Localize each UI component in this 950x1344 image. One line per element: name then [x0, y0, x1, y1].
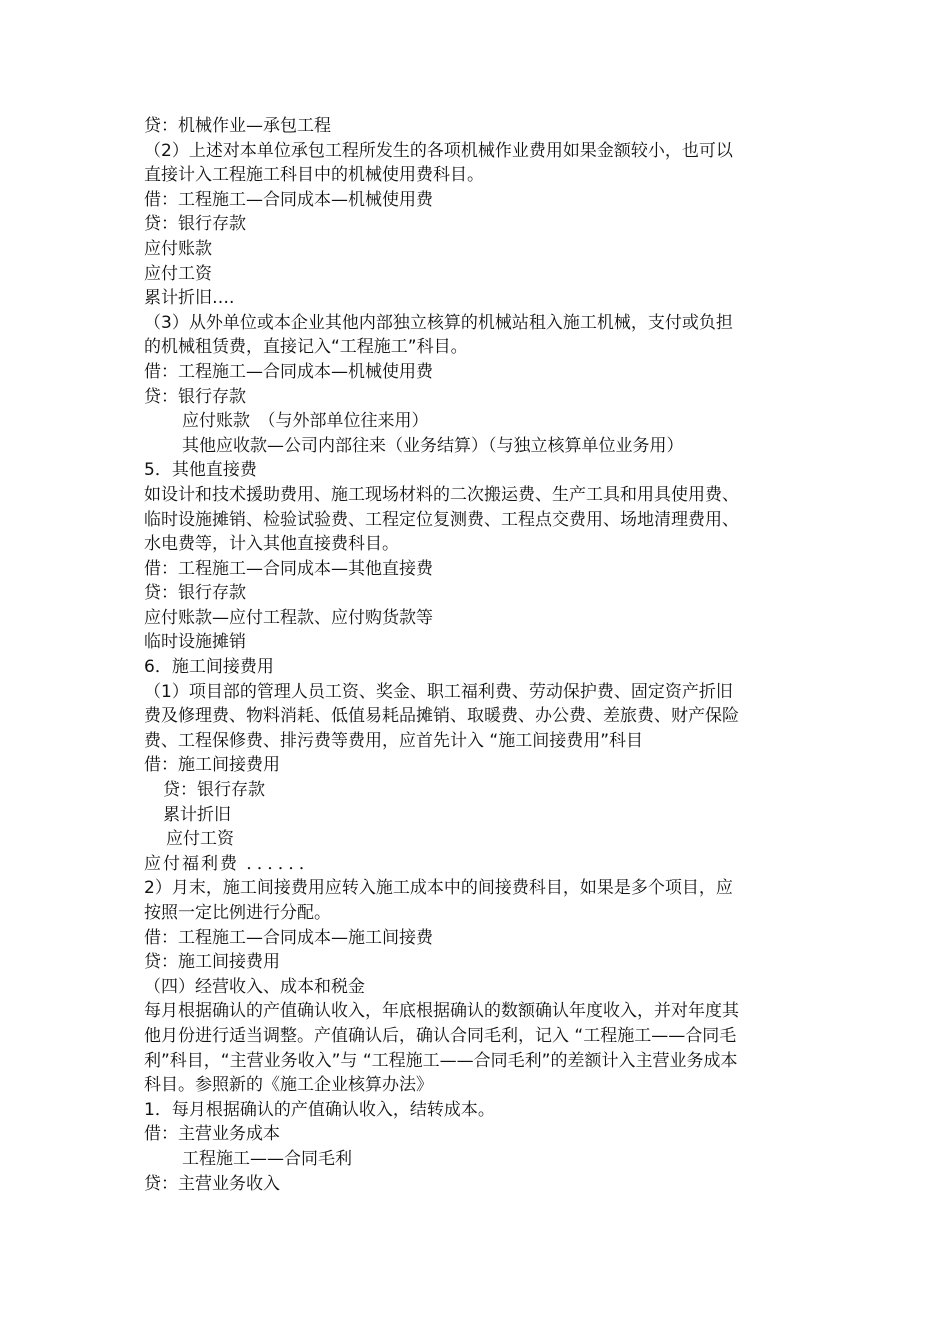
text-line: 借：工程施工—合同成本—机械使用费 [144, 189, 433, 210]
text-line: 应付福利费 ．．．．．． [144, 853, 318, 874]
text-line: 直接计入工程施工科目中的机械使用费科目。 [144, 165, 484, 186]
text-line: 贷：银行存款 [144, 386, 246, 407]
text-line: 费及修理费、物料消耗、低值易耗品摊销、取暖费、办公费、差旅费、财产保险 [144, 706, 739, 727]
text-line: 按照一定比例进行分配。 [144, 903, 331, 923]
document-body [144, 114, 814, 1196]
text-line: 借：工程施工—合同成本—机械使用费 [144, 361, 433, 382]
text-line: 应付工资 [166, 829, 234, 850]
text-line: 借：工程施工—合同成本—施工间接费 [144, 927, 433, 948]
text-line: 应付账款—应付工程款、应付购货款等 [144, 607, 433, 628]
text-line: 借：施工间接费用 [144, 755, 280, 776]
text-line: （2）上述对本单位承包工程所发生的各项机械作业费用如果金额较小，也可以 [144, 140, 733, 161]
text-line: 借：主营业务成本 [144, 1124, 280, 1145]
section-heading: （四）经营收入、成本和税金 [144, 976, 365, 997]
text-line: 贷：施工间接费用 [144, 952, 280, 973]
text-line: 其他应收款—公司内部往来（业务结算）（与独立核算单位业务用） [182, 435, 684, 456]
text-line: 累计折旧…. [144, 288, 235, 309]
text-line: 科目。参照新的《施工企业核算办法》 [144, 1075, 433, 1096]
section-heading: 5．其他直接费 [144, 460, 257, 481]
text-line: 如设计和技术援助费用、施工现场材料的二次搬运费、生产工具和用具使用费、 [144, 484, 739, 505]
text-line: 水电费等，计入其他直接费科目。 [144, 534, 399, 555]
text-line: 临时设施摊销、检验试验费、工程定位复测费、工程点交费用、场地清理费用、 [144, 509, 739, 530]
text-line: 临时设施摊销 [144, 632, 246, 653]
text-line: 2）月末，施工间接费用应转入施工成本中的间接费科目，如果是多个项目，应 [144, 878, 733, 899]
text-line: 利”科目，“主营业务收入”与 “工程施工——合同毛利”的差额计入主营业务成本 [144, 1050, 738, 1071]
text-line: 费、工程保修费、排污费等费用，应首先计入 “施工间接费用”科目 [144, 730, 644, 751]
text-line: 贷：主营业务收入 [144, 1173, 280, 1194]
text-line: 贷：银行存款 [144, 583, 246, 604]
text-line: 贷：银行存款 [163, 780, 265, 801]
text-line: 的机械租赁费，直接记入“工程施工”科目。 [144, 337, 468, 358]
text-line: 1．每月根据确认的产值确认收入，结转成本。 [144, 1099, 495, 1120]
text-line: 他月份进行适当调整。产值确认后，确认合同毛利，记入 “工程施工——合同毛 [144, 1025, 737, 1046]
text-line: 累计折旧 [163, 804, 231, 825]
text-line: 应付工资 [144, 263, 212, 284]
section-heading: 6．施工间接费用 [144, 657, 274, 678]
text-line: 应付账款 [144, 238, 212, 259]
text-line: 每月根据确认的产值确认收入，年底根据确认的数额确认年度收入，并对年度其 [144, 1001, 739, 1022]
text-line: 借：工程施工—合同成本—其他直接费 [144, 558, 433, 579]
text-line: 贷：机械作业—承包工程 [144, 116, 331, 136]
text-line: 工程施工——合同毛利 [182, 1148, 352, 1169]
text-line: 贷：银行存款 [144, 214, 246, 235]
text-line: （3）从外单位或本企业其他内部独立核算的机械站租入施工机械，支付或负担 [144, 312, 733, 333]
text-line: 应付账款 （与外部单位往来用） [182, 411, 429, 432]
text-line: （1）项目部的管理人员工资、奖金、职工福利费、劳动保护费、固定资产折旧 [144, 681, 733, 702]
